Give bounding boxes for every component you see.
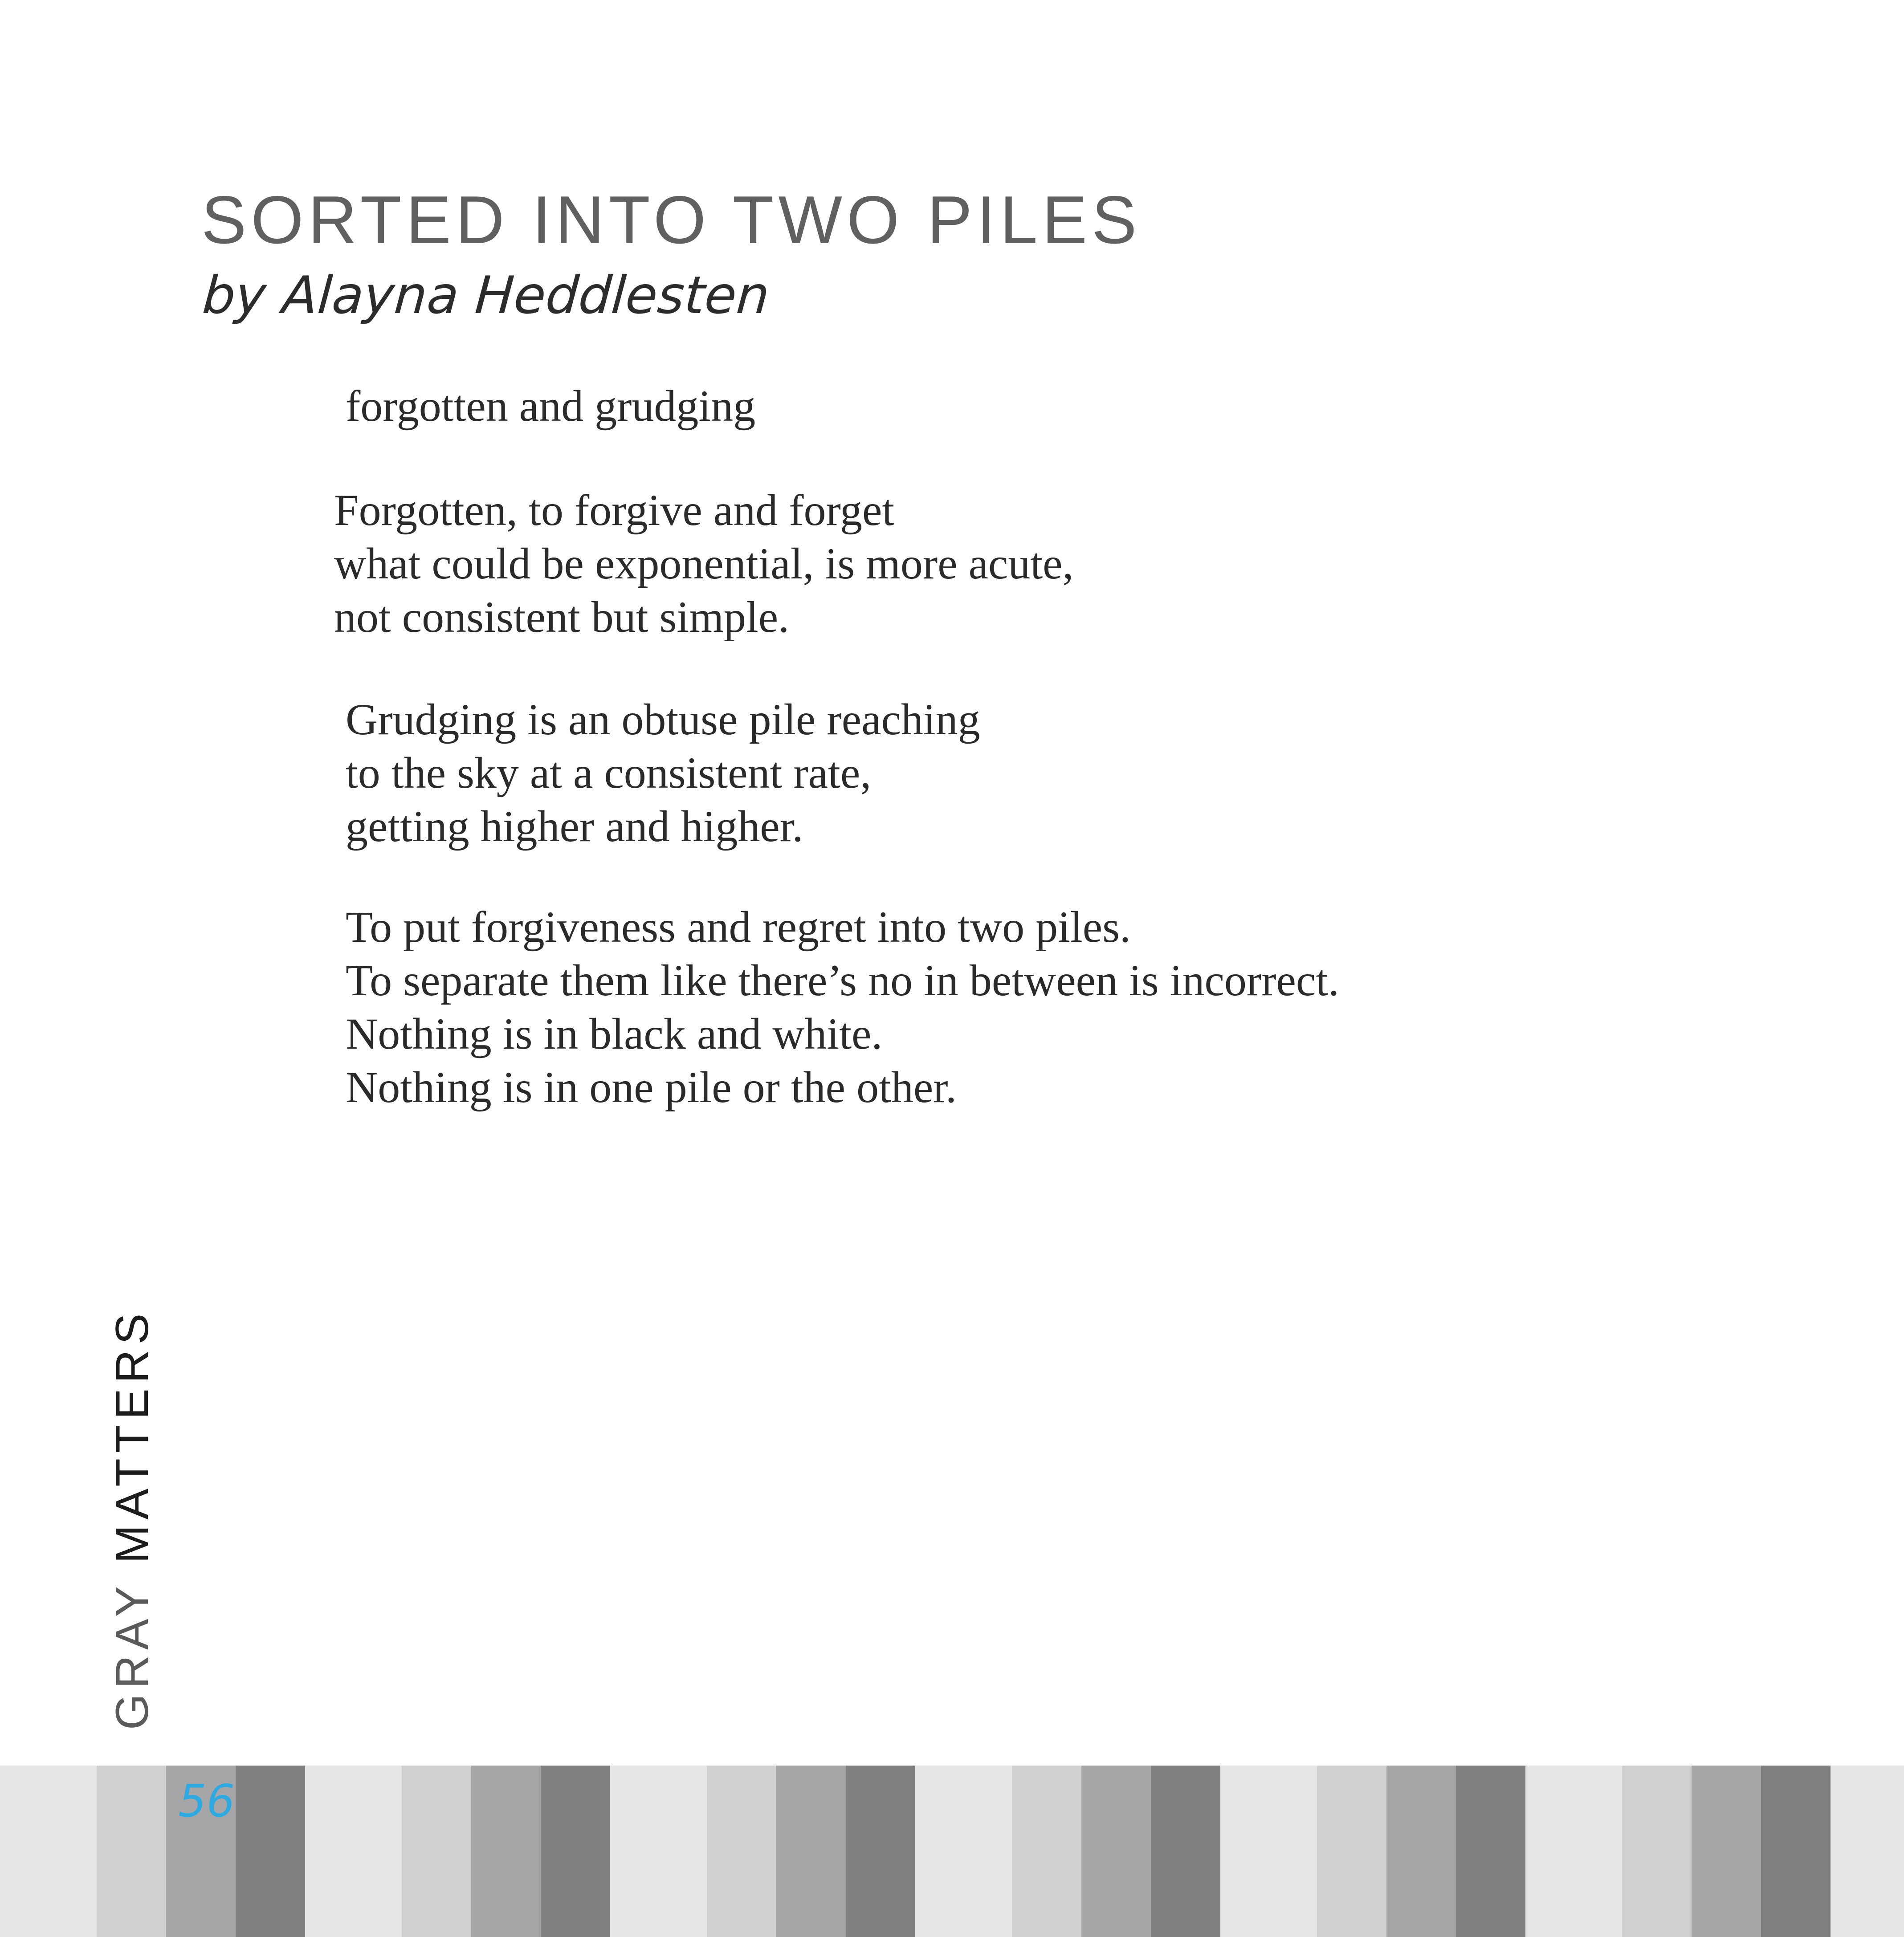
footer-stripe [1761,1766,1831,1937]
footer-stripe [776,1766,846,1937]
footer-stripe [541,1766,610,1937]
poem-line: not consistent but simple. [334,592,790,642]
poem-line: to the sky at a consistent rate, [346,748,872,798]
footer-stripe [402,1766,471,1937]
footer-stripe [846,1766,915,1937]
footer-stripe [610,1766,707,1937]
poem-title: SORTED INTO TWO PILES [201,182,1142,258]
footer-stripe [1317,1766,1386,1937]
footer-stripe [1151,1766,1220,1937]
poem-line: To separate them like there’s no in between is incorrect. [346,956,1340,1005]
poem-line: Nothing is in black and white. [346,1009,883,1058]
footer-stripe [1456,1766,1525,1937]
poem-line: what could be exponential, is more acute, [334,539,1074,588]
footer-stripe [305,1766,402,1937]
poem-line: Grudging is an obtuse pile reaching [346,695,980,744]
poem-line: forgotten and grudging [346,381,756,431]
footer-stripe [1081,1766,1151,1937]
footer-stripe [1220,1766,1317,1937]
footer-stripe [915,1766,1012,1937]
footer-stripe [471,1766,541,1937]
stanza-2 [334,484,1074,644]
stanza-3 [346,693,980,853]
footer-stripe [1012,1766,1081,1937]
footer-stripe-band [0,1766,1904,1937]
stanza-1 [346,379,755,433]
poem-line: getting higher and higher. [346,802,803,851]
footer-stripe [97,1766,166,1937]
footer-stripe [236,1766,305,1937]
publication-name-matters: MATTERS [106,1308,158,1563]
poem-line: Forgotten, to forgive and forget [334,485,895,535]
poem-line: To put forgiveness and regret into two piles. [346,902,1131,952]
poem-line: Nothing is in one pile or the other. [346,1062,957,1112]
stanza-4 [346,900,1339,1114]
poem-byline: by Alayna Heddlesten [200,265,771,326]
footer-stripe [1692,1766,1761,1937]
footer-stripe [1525,1766,1622,1937]
page-number: 56 [178,1775,235,1827]
footer-stripe [0,1766,97,1937]
footer-stripe [1622,1766,1692,1937]
footer-stripe [1386,1766,1456,1937]
footer-stripe [1831,1766,1904,1937]
publication-name-gray: GRAY [106,1563,158,1730]
footer-stripe [707,1766,776,1937]
publication-name [106,1308,158,1730]
